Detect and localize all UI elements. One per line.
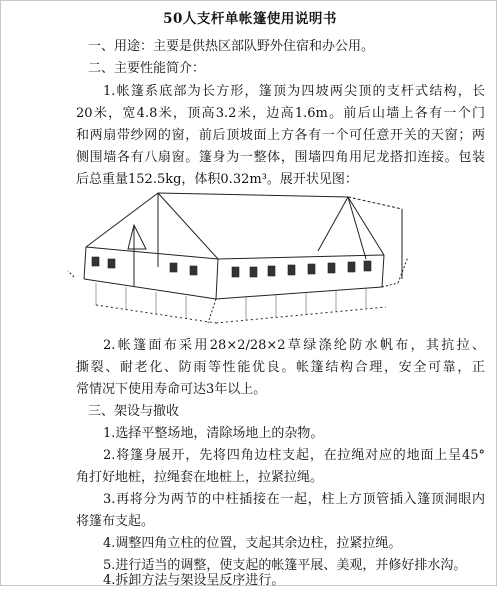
para1-line3: 和两扇带纱网的窗，前后顶坡面上方各有一个可任意开关的天窗；两 [76,128,485,143]
section-usage: 一、用途：主要是供热区部队野外住宿和办公用。 [88,39,375,54]
step-4: 4.调整四角立柱的位置，支起其余边柱，拉紧拉绳。 [103,536,402,551]
tent-ridge-line [158,193,348,197]
section-performance-heading: 二、主要性能简介： [88,61,206,76]
step-1: 1.选择平整场地，清除场地上的杂物。 [103,426,324,441]
para1-line4: 侧围墙各有八扇窗。篷身为一整体，围墙四角用尼龙搭扣连接。包装 [76,150,485,165]
section-setup-heading: 三、架设与撤收 [88,404,180,419]
para2-line2: 撕裂、耐老化、防雨等性能优良。帐篷结构合理，安全可靠，正 [76,360,485,375]
para2-line3: 常情况下使用寿命可达3年以上。 [76,382,267,397]
para1-line5: 后总重量152.5kg，体积0.32m³。展开状见图： [76,172,358,187]
step-5: 5.进行适当的调整，使支起的帐篷平展、美观，并修好排水沟。 [103,558,467,573]
para1-line1: 1.帐篷系底部为长方形，篷顶为四坡两尖顶的支杆式结构，长 [103,84,485,99]
step-2-line2: 角打好地桩，拉绳套在地桩上，拉紧拉绳。 [76,470,324,485]
guy-ropes [96,283,366,320]
step-6: 4.拆卸方法与架设呈反序进行。 [103,573,285,588]
step-3-line1: 3.再将分为两节的中柱插接在一起，柱上方顶管插入篷顶洞眼内 [103,492,485,507]
tent-illustration [66,187,414,329]
page-title: 50人支杆单帐篷使用说明书 [163,11,337,27]
step-3-line2: 将篷布支起。 [76,514,155,529]
para2-line1: 2.帐篷面布采用28×2/28×2草绿涤纶防水帆布，其抗拉、 [103,338,485,353]
step-2-line1: 2.将篷身展开，先将四角边柱支起，在拉绳对应的地面上呈45° [103,448,485,463]
para1-line2: 20米，宽4.8米，顶高3.2米，边高1.6m。前后山墙上各有一个门 [76,106,485,121]
